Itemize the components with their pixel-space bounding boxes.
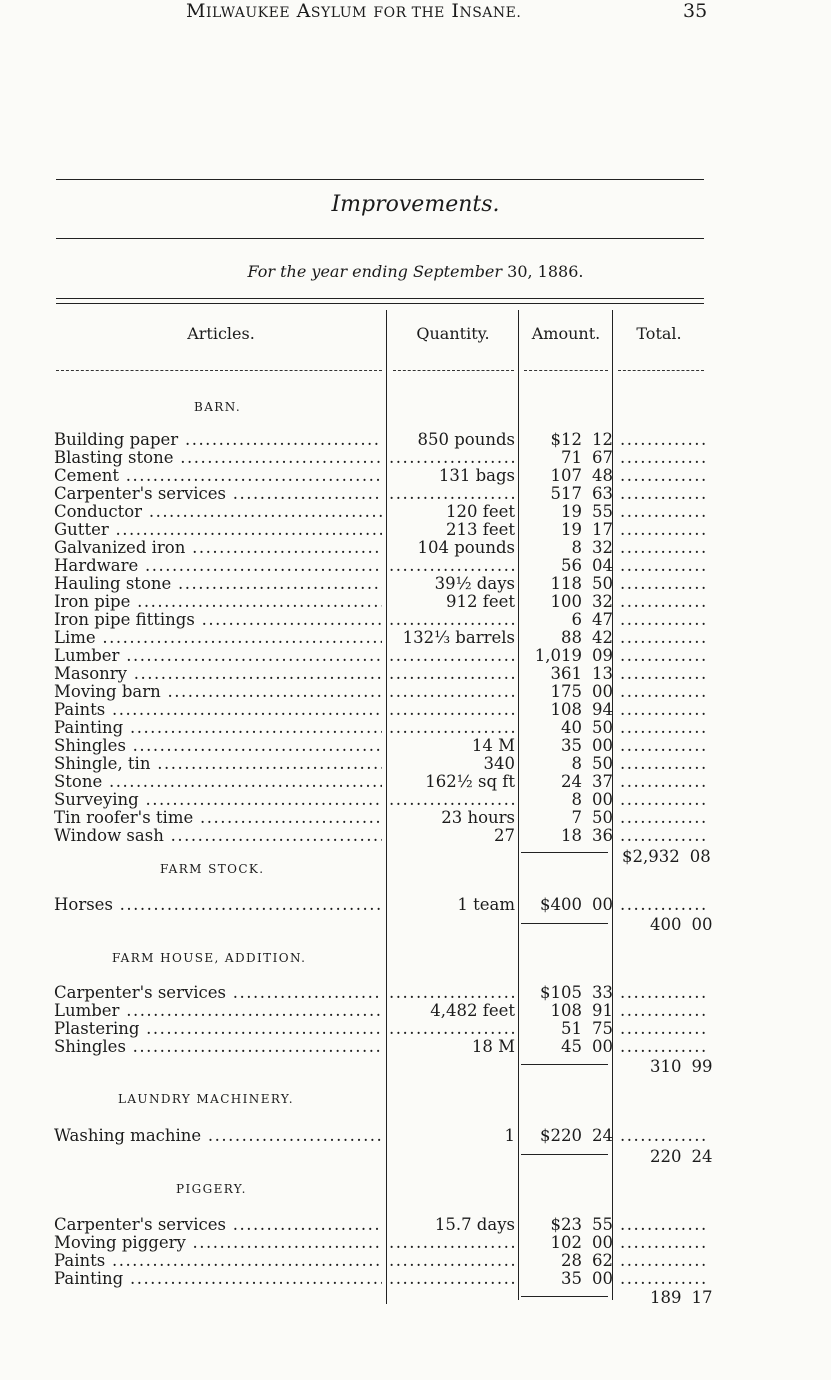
amount-cents: 00 [592,1233,613,1252]
table-row [0,647,831,665]
total-leader [620,521,706,539]
section-total: 220 24 [650,1147,713,1166]
article-cell: Building paper ..... [54,431,382,449]
amount-cents: 00 [592,790,613,809]
section-heading-farm-house: FARM HOUSE, ADDITION. [112,951,307,965]
amount-dollars: 45 [561,1037,582,1056]
table-top-rule [56,298,704,299]
quantity-cell: 912 feet [445,593,515,611]
article-cell: Window sash ..... [54,827,382,845]
total-leader [620,557,706,575]
amount-cents: 09 [592,646,613,665]
amount-dollars: $220 [540,1126,582,1145]
amount-cents: 50 [592,808,613,827]
table-row [0,1127,831,1145]
quantity-cell [389,647,515,665]
quantity-cell: 15.7 days [434,1216,515,1234]
total-leader [620,1002,706,1020]
amount-cents: 75 [592,1019,613,1038]
amount-dollars: 107 [550,466,582,485]
article-cell: Hauling stone ..... [54,575,382,593]
subtotal-rule [521,1296,608,1297]
total-leader [620,503,706,521]
amount-cents: 32 [592,592,613,611]
total-leader [620,1127,706,1145]
quantity-cell [389,701,515,719]
article-cell: Blasting stone ..... [54,449,382,467]
amount-cents: 12 [592,430,613,449]
total-leader [620,467,706,485]
amount-cents: 36 [592,826,613,845]
total-leader [620,629,706,647]
amount-dollars: 1,019 [534,646,582,665]
article-cell: Carpenter's services ..... [54,1216,382,1234]
article-cell: Iron pipe fittings ..... [54,611,382,629]
article-cell: Paints ..... [54,701,382,719]
quantity-cell [389,683,515,701]
title-rule [56,238,704,239]
table-row [0,896,831,914]
article-cell: Lime ..... [54,629,382,647]
amount-cents: 50 [592,718,613,737]
section-heading-barn: BARN. [194,400,242,414]
article-cell: Shingles ..... [54,737,382,755]
article-cell: Carpenter's services ..... [54,485,382,503]
section-heading-farm-stock: FARM STOCK. [160,862,265,876]
table-row [0,755,831,773]
amount-dollars: $12 [550,430,582,449]
amount-cents: 00 [592,736,613,755]
amount-cents: 00 [592,682,613,701]
total-leader [620,575,706,593]
quantity-cell [389,1020,515,1038]
amount-dollars: 8 [571,790,582,809]
table-top-rule-2 [56,303,704,304]
article-cell: Washing machine ..... [54,1127,382,1145]
table-row [0,1020,831,1038]
table-row [0,827,831,845]
total-leader [620,827,706,845]
table-row [0,665,831,683]
subtitle: For the year ending September 30, 1886. [247,262,584,281]
amount-cents: 94 [592,700,613,719]
amount-dollars: 108 [550,700,582,719]
article-cell: Horses ..... [54,896,382,914]
quantity-cell: 213 feet [445,521,515,539]
amount-dollars: $105 [540,983,582,1002]
quantity-cell [389,449,515,467]
section-total: 310 99 [650,1057,713,1076]
amount-cents: 55 [592,1215,613,1234]
section-title: Improvements. [331,192,500,217]
amount-cents: 48 [592,466,613,485]
amount-cents: 42 [592,628,613,647]
section-heading-laundry-machinery: LAUNDRY MACHINERY. [118,1092,294,1106]
article-cell: Galvanized iron ..... [54,539,382,557]
amount-dollars: 40 [561,718,582,737]
table-row [0,791,831,809]
total-leader [620,719,706,737]
quantity-cell: 120 feet [445,503,515,521]
total-leader [620,485,706,503]
amount-cents: 17 [592,520,613,539]
total-leader [620,755,706,773]
table-row [0,1002,831,1020]
section-heading-piggery: PIGGERY. [176,1182,247,1196]
total-leader [620,1020,706,1038]
article-cell: Lumber ..... [54,647,382,665]
article-cell: Moving piggery ..... [54,1234,382,1252]
amount-dollars: 100 [550,592,582,611]
amount-dollars: 71 [561,448,582,467]
quantity-cell [389,1252,515,1270]
article-cell: Moving barn ..... [54,683,382,701]
quantity-cell: 14 M [471,737,515,755]
section-total: $2,932 08 [622,847,711,866]
total-leader [620,809,706,827]
amount-cents: 37 [592,772,613,791]
table-row [0,1216,831,1234]
quantity-cell [389,1234,515,1252]
article-cell: Gutter ..... [54,521,382,539]
table-row [0,431,831,449]
amount-dollars: 118 [550,574,582,593]
column-header-amount: Amount. [531,324,601,343]
article-cell: Painting ..... [54,1270,382,1288]
table-row [0,1038,831,1056]
table-row [0,503,831,521]
amount-dollars: $400 [540,895,582,914]
quantity-cell [389,791,515,809]
column-header-articles: Articles. [187,324,255,343]
article-cell: Shingles ..... [54,1038,382,1056]
subtotal-rule [521,1154,608,1155]
total-leader [620,539,706,557]
quantity-cell: 1 team [457,896,515,914]
total-leader [620,896,706,914]
article-cell: Tin roofer's time ..... [54,809,382,827]
amount-cents: 50 [592,754,613,773]
total-leader [620,1270,706,1288]
total-leader [620,683,706,701]
amount-cents: 55 [592,502,613,521]
table-row [0,719,831,737]
amount-dollars: 24 [561,772,582,791]
table-row [0,1252,831,1270]
quantity-cell [389,485,515,503]
section-total: 189 17 [650,1288,713,1307]
article-cell: Masonry ..... [54,665,382,683]
quantity-cell: 162½ sq ft [425,773,515,791]
table-row [0,683,831,701]
amount-dollars: 18 [561,826,582,845]
quantity-cell [389,665,515,683]
table-row [0,984,831,1002]
total-leader [620,791,706,809]
amount-cents: 32 [592,538,613,557]
section-total: 400 00 [650,915,713,934]
total-leader [620,1252,706,1270]
table-row [0,809,831,827]
amount-dollars: 8 [571,538,582,557]
table-row [0,521,831,539]
table-row [0,557,831,575]
column-header-rule-total [618,370,704,371]
amount-dollars: 361 [550,664,582,683]
subtotal-rule [521,923,608,924]
column-header-quantity: Quantity. [416,324,490,343]
quantity-cell [389,719,515,737]
amount-dollars: 6 [571,610,582,629]
amount-cents: 33 [592,983,613,1002]
table-row [0,485,831,503]
quantity-cell: 39½ days [434,575,515,593]
article-cell: Carpenter's services ..... [54,984,382,1002]
total-leader [620,449,706,467]
article-cell: Lumber ..... [54,1002,382,1020]
amount-cents: 00 [592,1037,613,1056]
running-title: MILWAUKEE ASYLUM FOR THE INSANE. [186,0,522,22]
amount-dollars: 517 [550,484,582,503]
table-row [0,449,831,467]
total-leader [620,431,706,449]
subtotal-rule [521,1064,608,1065]
table-row [0,773,831,791]
article-cell: Shingle, tin ..... [54,755,382,773]
amount-dollars: 88 [561,628,582,647]
quantity-cell: 1 [504,1127,515,1145]
amount-cents: 67 [592,448,613,467]
article-cell: Surveying ..... [54,791,382,809]
amount-dollars: 51 [561,1019,582,1038]
total-leader [620,701,706,719]
total-leader [620,593,706,611]
running-head [0,0,831,28]
amount-cents: 00 [592,1269,613,1288]
quantity-cell: 23 hours [441,809,515,827]
total-leader [620,665,706,683]
total-leader [620,611,706,629]
amount-dollars: 28 [561,1251,582,1270]
amount-cents: 63 [592,484,613,503]
article-cell: Hardware ..... [54,557,382,575]
amount-dollars: 35 [561,736,582,755]
quantity-cell: 104 pounds [417,539,515,557]
table-row [0,593,831,611]
subtotal-rule [521,852,608,853]
amount-cents: 00 [592,895,613,914]
quantity-cell [389,984,515,1002]
total-leader [620,647,706,665]
quantity-cell [389,611,515,629]
header-rule [56,179,704,180]
table-row [0,701,831,719]
amount-dollars: 19 [561,502,582,521]
article-cell: Paints ..... [54,1252,382,1270]
total-leader [620,737,706,755]
amount-dollars: 7 [571,808,582,827]
amount-dollars: 175 [550,682,582,701]
amount-dollars: 8 [571,754,582,773]
amount-dollars: 56 [561,556,582,575]
amount-dollars: 102 [550,1233,582,1252]
quantity-cell: 132⅓ barrels [402,629,515,647]
amount-cents: 62 [592,1251,613,1270]
quantity-cell: 850 pounds [417,431,515,449]
quantity-cell: 18 M [471,1038,515,1056]
amount-cents: 91 [592,1001,613,1020]
article-cell: Conductor ..... [54,503,382,521]
table-row [0,611,831,629]
column-header-rule-quantity [393,370,514,371]
article-cell: Painting ..... [54,719,382,737]
amount-cents: 04 [592,556,613,575]
amount-dollars: $23 [550,1215,582,1234]
amount-dollars: 19 [561,520,582,539]
amount-dollars: 108 [550,1001,582,1020]
amount-dollars: 35 [561,1269,582,1288]
amount-cents: 13 [592,664,613,683]
quantity-cell: 340 [483,755,515,773]
quantity-cell: 27 [494,827,515,845]
total-leader [620,1234,706,1252]
table-row [0,1270,831,1288]
table-row [0,467,831,485]
total-leader [620,1038,706,1056]
column-header-total: Total. [636,324,682,343]
column-header-rule-articles [56,370,382,371]
quantity-cell: 131 bags [438,467,515,485]
table-row [0,629,831,647]
total-leader [620,1216,706,1234]
total-leader [620,984,706,1002]
amount-cents: 50 [592,574,613,593]
table-row [0,1234,831,1252]
article-cell: Plastering ..... [54,1020,382,1038]
page-number: 35 [683,0,708,22]
article-cell: Stone ..... [54,773,382,791]
amount-cents: 24 [592,1126,613,1145]
table-row [0,737,831,755]
quantity-cell [389,1270,515,1288]
amount-cents: 47 [592,610,613,629]
article-cell: Cement ..... [54,467,382,485]
table-row [0,539,831,557]
table-row [0,575,831,593]
quantity-cell: 4,482 feet [430,1002,515,1020]
article-cell: Iron pipe ..... [54,593,382,611]
column-header-rule-amount [524,370,608,371]
total-leader [620,773,706,791]
quantity-cell [389,557,515,575]
